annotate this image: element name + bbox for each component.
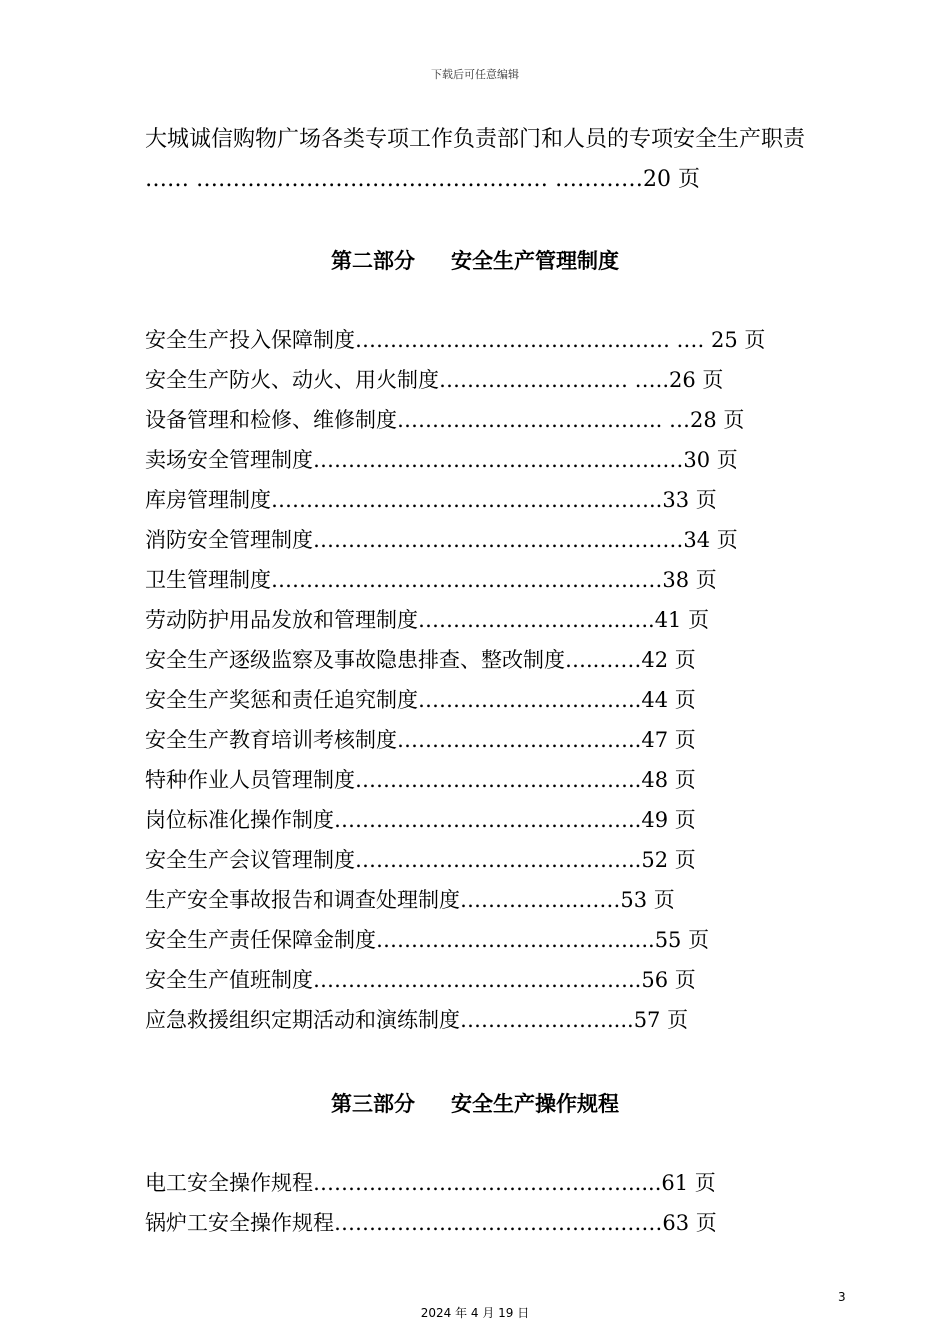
- toc-entry[interactable]: 岗位标准化操作制度……………………………………..49 页: [145, 808, 696, 832]
- toc-entry[interactable]: 安全生产值班制度………………………………………..56 页: [145, 968, 696, 992]
- toc-entry[interactable]: 劳动防护用品发放和管理制度………………………..…..41 页: [145, 608, 710, 632]
- toc-entry[interactable]: 安全生产会议管理制度…………………………………..52 页: [145, 848, 696, 872]
- section-2-toc: [145, 320, 785, 1040]
- toc-entry[interactable]: 消防安全管理制度……………………………………..………34 页: [145, 528, 738, 552]
- toc-entry[interactable]: 安全生产投入保障制度……………………………………… .… 25 页: [145, 328, 766, 352]
- toc-entry[interactable]: 锅炉工安全操作规程…………………………………..……63 页: [145, 1211, 717, 1235]
- toc-entry[interactable]: 电工安全操作规程……………………………………….....61 页: [145, 1171, 716, 1195]
- section-3-toc: [145, 1163, 785, 1243]
- section-3-title: 安全生产操作规程: [451, 1092, 619, 1116]
- section-2-number: 第二部分: [331, 249, 415, 273]
- intro-line-2: …… ………………………………………… …………20 页: [145, 167, 700, 192]
- toc-entry[interactable]: 安全生产教育培训考核制度……………………………..47 页: [145, 728, 696, 752]
- section-3-heading: [0, 1088, 950, 1118]
- intro-line-1: 大城诚信购物广场各类专项工作负责部门和人员的专项安全生产职责: [145, 127, 806, 152]
- toc-entry[interactable]: 卫生管理制度……………………………………………..…38 页: [145, 568, 717, 592]
- toc-entry[interactable]: 卖场安全管理制度…………………………………………..…30 页: [145, 448, 738, 472]
- section-2-title: 安全生产管理制度: [451, 249, 619, 273]
- footer-date: 2024 年 4 月 19 日: [420, 1306, 530, 1320]
- intro-entry: [145, 120, 845, 200]
- toc-entry[interactable]: 安全生产防火、动火、用火制度……………………… …..26 页: [145, 368, 724, 392]
- section-2-heading: [0, 245, 950, 275]
- toc-entry[interactable]: 库房管理制度………………………………………………..33 页: [145, 488, 717, 512]
- toc-entry[interactable]: 安全生产责任保障金制度………………………………....55 页: [145, 928, 710, 952]
- toc-entry[interactable]: 安全生产奖惩和责任追究制度…………………………..44 页: [145, 688, 696, 712]
- section-3-number: 第三部分: [331, 1092, 415, 1116]
- toc-entry[interactable]: 应急救援组织定期活动和演练制度…………………....57 页: [145, 1008, 689, 1032]
- page-header-note: 下载后可任意编辑: [431, 68, 519, 81]
- page-number: 3: [838, 1290, 846, 1304]
- toc-entry[interactable]: 设备管理和检修、维修制度……………………………….. …28 页: [145, 408, 745, 432]
- toc-entry[interactable]: 安全生产逐级监察及事故隐患排查、整改制度…..……42 页: [145, 648, 696, 672]
- toc-entry[interactable]: 特种作业人员管理制度…………………………………..48 页: [145, 768, 696, 792]
- toc-entry[interactable]: 生产安全事故报告和调查处理制度……………..……53 页: [145, 888, 675, 912]
